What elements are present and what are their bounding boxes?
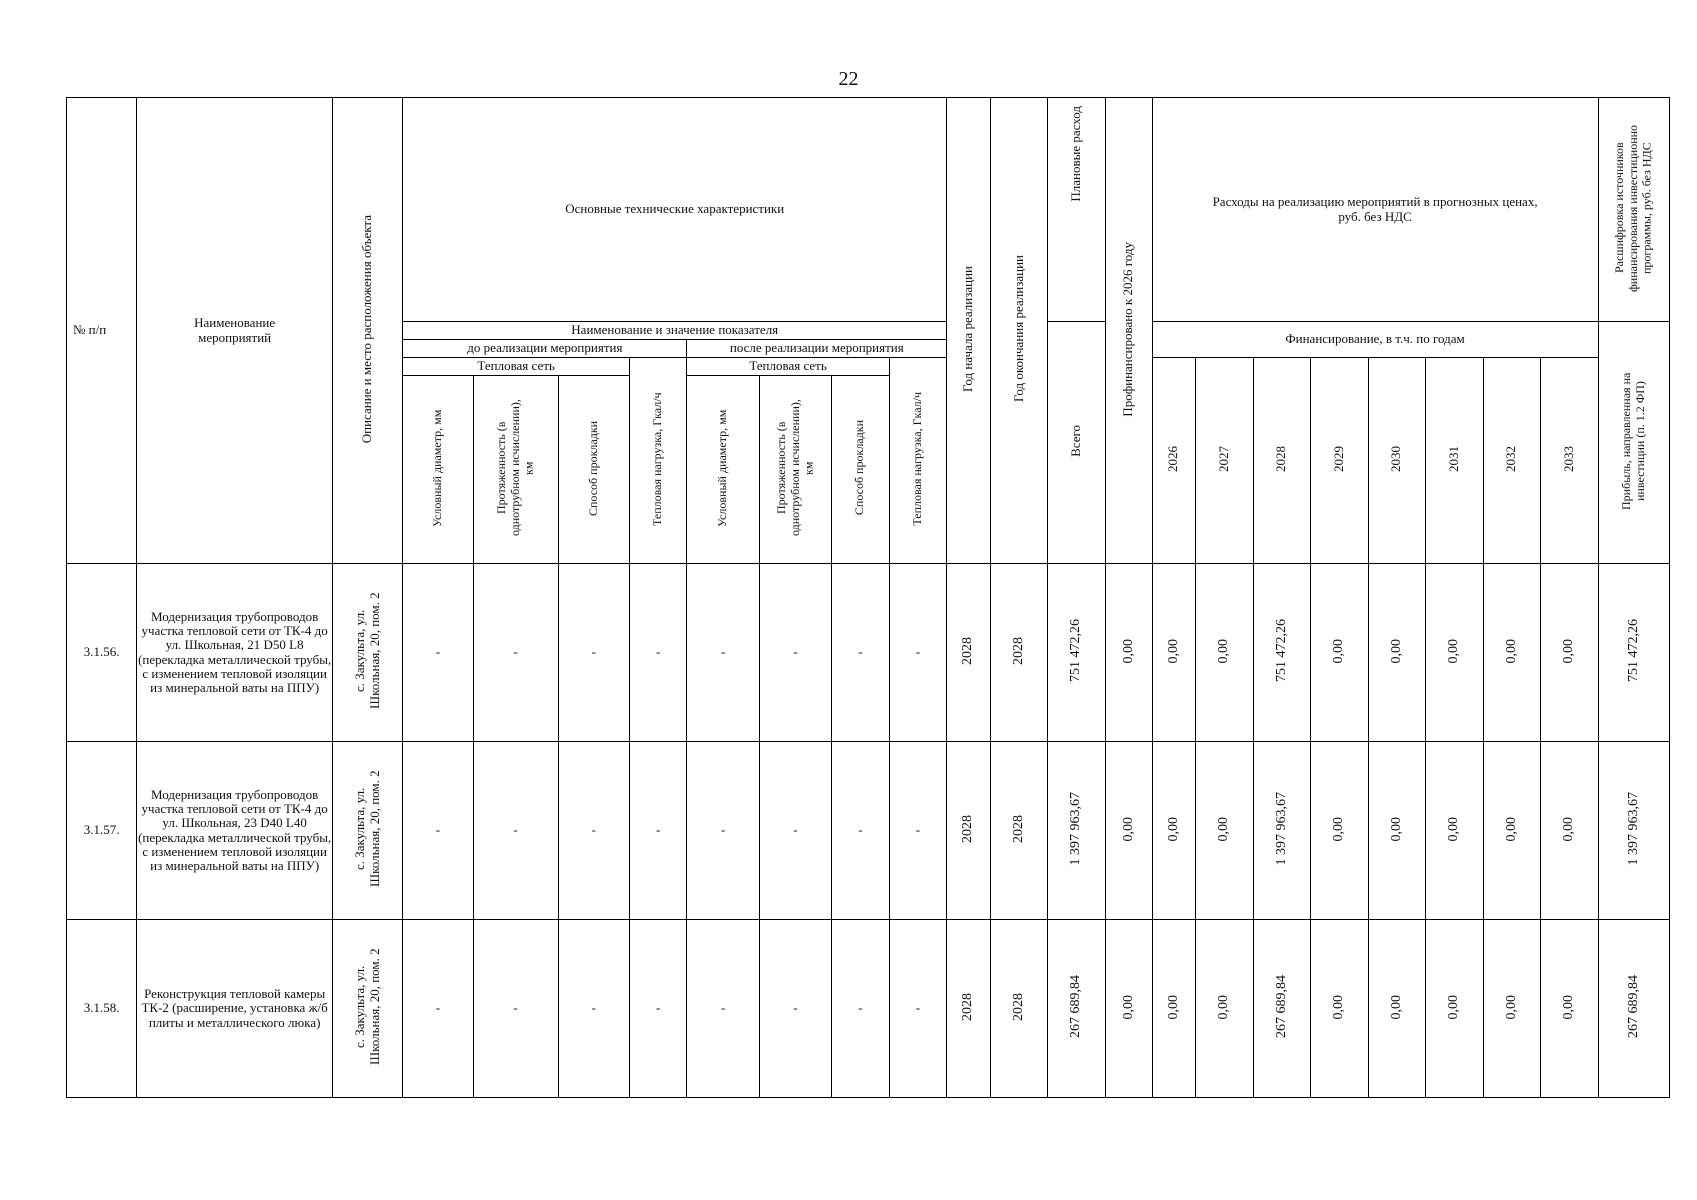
year-value: 0,00: [1561, 816, 1577, 842]
row-location: с. Закульта, ул. Школьная, 20, пом. 2: [351, 948, 382, 1066]
row-num: 3.1.56.: [83, 644, 120, 660]
col-location-header: Описание и место расположения объекта: [359, 214, 375, 443]
tech-value: -: [720, 644, 726, 660]
row-name: Модернизация трубопроводов участка тепловой сети от ТК-4 до ул. Школьная, 21 D50 L8 (перекладка металлической трубы, с изменением тепловой изоляции из минеральной ваты на ППУ): [138, 608, 332, 696]
table-row: [67, 920, 1670, 1098]
year-value: 0,00: [1446, 638, 1462, 664]
tech-value: -: [435, 1000, 441, 1016]
year-end: 2028: [1011, 992, 1026, 1021]
year-value: 0,00: [1503, 994, 1519, 1020]
table-row: [67, 742, 1670, 920]
tech-value: -: [915, 644, 921, 660]
col-prefinanced-header: Профинансировано к 2026 году: [1120, 241, 1136, 417]
row-location: с. Закульта, ул. Школьная, 20, пом. 2: [351, 592, 382, 710]
tech-title: Основные технические характеристики: [565, 201, 785, 217]
year-2032-header: 2032: [1503, 445, 1519, 472]
year-value: 0,00: [1165, 994, 1181, 1020]
col-planned-header: Плановые расход: [1068, 106, 1084, 202]
year-2033-header: 2033: [1560, 445, 1576, 472]
col-year-end-header: Год окончания реализации: [1010, 255, 1026, 403]
col-year-start-header: Год начала реализации: [960, 265, 976, 392]
year-value: 0,00: [1446, 994, 1462, 1020]
tech-value: -: [656, 822, 661, 838]
year-value: 0,00: [1446, 816, 1462, 842]
year-value: 1 397 963,67: [1273, 792, 1289, 866]
year-value: 0,00: [1331, 994, 1347, 1020]
row-num: 3.1.58.: [83, 1000, 120, 1016]
col-heat-load-before: Тепловая нагрузка, Гкал/ч: [650, 392, 665, 526]
year-value: 267 689,84: [1273, 975, 1289, 1039]
year-value: 0,00: [1216, 816, 1232, 842]
tech-value: -: [793, 644, 798, 660]
investment-table: [66, 97, 1670, 1098]
tech-value: -: [915, 1000, 921, 1016]
year-end: 2028: [1011, 636, 1026, 665]
col-diameter-before: Условный диаметр, мм: [430, 409, 445, 527]
col-name-header: Наименование мероприятий: [194, 315, 276, 345]
financing-header: Финансирование, в т.ч. по годам: [1285, 331, 1465, 347]
profit-value: 751 472,26: [1625, 619, 1641, 683]
col-diameter-after: Условный диаметр, мм: [715, 409, 730, 527]
year-2031-header: 2031: [1445, 445, 1461, 472]
col-total-header: Всего: [1068, 424, 1084, 457]
year-value: 0,00: [1388, 816, 1404, 842]
sources-header: Расшифровка источников финансирования инвестиционно программы, руб. без НДС: [1612, 124, 1654, 292]
prefinanced-value: 0,00: [1120, 638, 1136, 664]
tech-value: -: [858, 644, 863, 660]
year-2029-header: 2029: [1330, 445, 1346, 472]
year-end: 2028: [1011, 814, 1026, 843]
tech-value: -: [915, 822, 921, 838]
tech-value: -: [591, 822, 596, 838]
col-length-after: Протяженность (в однотрубном исчислении), км: [773, 399, 816, 537]
year-value: 0,00: [1216, 994, 1232, 1020]
col-method-after: Способ прокладки: [852, 420, 867, 516]
year-start: 2028: [960, 636, 976, 665]
row-location: с. Закульта, ул. Школьная, 20, пом. 2: [351, 770, 382, 888]
tech-value: -: [513, 644, 518, 660]
tech-value: -: [858, 1000, 863, 1016]
row-name: Реконструкция тепловой камеры ТК-2 (расширение, установка ж/б плиты и металлического люка): [141, 986, 328, 1030]
prefinanced-value: 0,00: [1120, 994, 1136, 1020]
year-2026-header: 2026: [1165, 445, 1181, 472]
row-num: 3.1.57.: [83, 822, 120, 838]
prefinanced-value: 0,00: [1120, 816, 1136, 842]
profit-value: 1 397 963,67: [1625, 792, 1641, 866]
tech-value: -: [656, 1000, 661, 1016]
total-value: 1 397 963,67: [1068, 792, 1084, 866]
indicator-title: Наименование и значение показателя: [571, 322, 779, 338]
year-2027-header: 2027: [1215, 445, 1231, 472]
tech-value: -: [435, 644, 441, 660]
heat-network-after-header: Тепловая сеть: [749, 358, 827, 374]
year-value: 0,00: [1165, 816, 1181, 842]
col-length-before: Протяженность (в однотрубном исчислении), км: [493, 399, 536, 537]
row-name: Модернизация трубопроводов участка тепловой сети от ТК-4 до ул. Школьная, 23 D40 L40 (перекладка металлической трубы, с изменением тепловой изоляции из минеральной ваты на ППУ): [138, 786, 332, 874]
year-2030-header: 2030: [1388, 445, 1404, 472]
tech-value: -: [656, 644, 661, 660]
heat-network-before-header: Тепловая сеть: [477, 358, 555, 374]
year-value: 0,00: [1503, 638, 1519, 664]
year-value: 0,00: [1331, 638, 1347, 664]
tech-value: -: [793, 822, 798, 838]
tech-value: -: [720, 822, 726, 838]
expenses-title: Расходы на реализацию мероприятий в прогнозных ценах, руб. без НДС: [1212, 194, 1538, 224]
tech-value: -: [793, 1000, 798, 1016]
page-number: 22: [838, 68, 859, 90]
year-value: 0,00: [1216, 638, 1232, 664]
before-header: до реализации мероприятия: [467, 340, 623, 356]
col-method-before: Способ прокладки: [585, 420, 600, 516]
tech-value: -: [513, 1000, 518, 1016]
tech-value: -: [513, 822, 518, 838]
total-value: 267 689,84: [1068, 975, 1084, 1039]
after-header: после реализации мероприятия: [729, 340, 904, 356]
total-value: 751 472,26: [1068, 619, 1084, 683]
tech-value: -: [858, 822, 863, 838]
tech-value: -: [435, 822, 441, 838]
year-2028-header: 2028: [1273, 445, 1289, 472]
col-num-header: № п/п: [73, 322, 107, 338]
year-value: 0,00: [1388, 994, 1404, 1020]
tech-value: -: [720, 1000, 726, 1016]
tech-value: -: [591, 1000, 596, 1016]
year-start: 2028: [960, 992, 976, 1021]
profit-value: 267 689,84: [1625, 975, 1641, 1039]
col-heat-load-after: Тепловая нагрузка, Гкал/ч: [910, 392, 924, 526]
year-value: 0,00: [1388, 638, 1404, 664]
year-value: 0,00: [1503, 816, 1519, 842]
profit-header: Прибыль, направленная на инвестиции (п. 1.2 ФП): [1618, 372, 1647, 510]
year-value: 0,00: [1561, 994, 1577, 1020]
table-row: [67, 564, 1670, 742]
year-value: 0,00: [1165, 638, 1181, 664]
tech-value: -: [591, 644, 596, 660]
year-value: 0,00: [1561, 638, 1577, 664]
year-value: 0,00: [1331, 816, 1347, 842]
year-value: 751 472,26: [1273, 619, 1289, 683]
year-start: 2028: [960, 814, 976, 843]
header-row-1: [67, 98, 1670, 322]
